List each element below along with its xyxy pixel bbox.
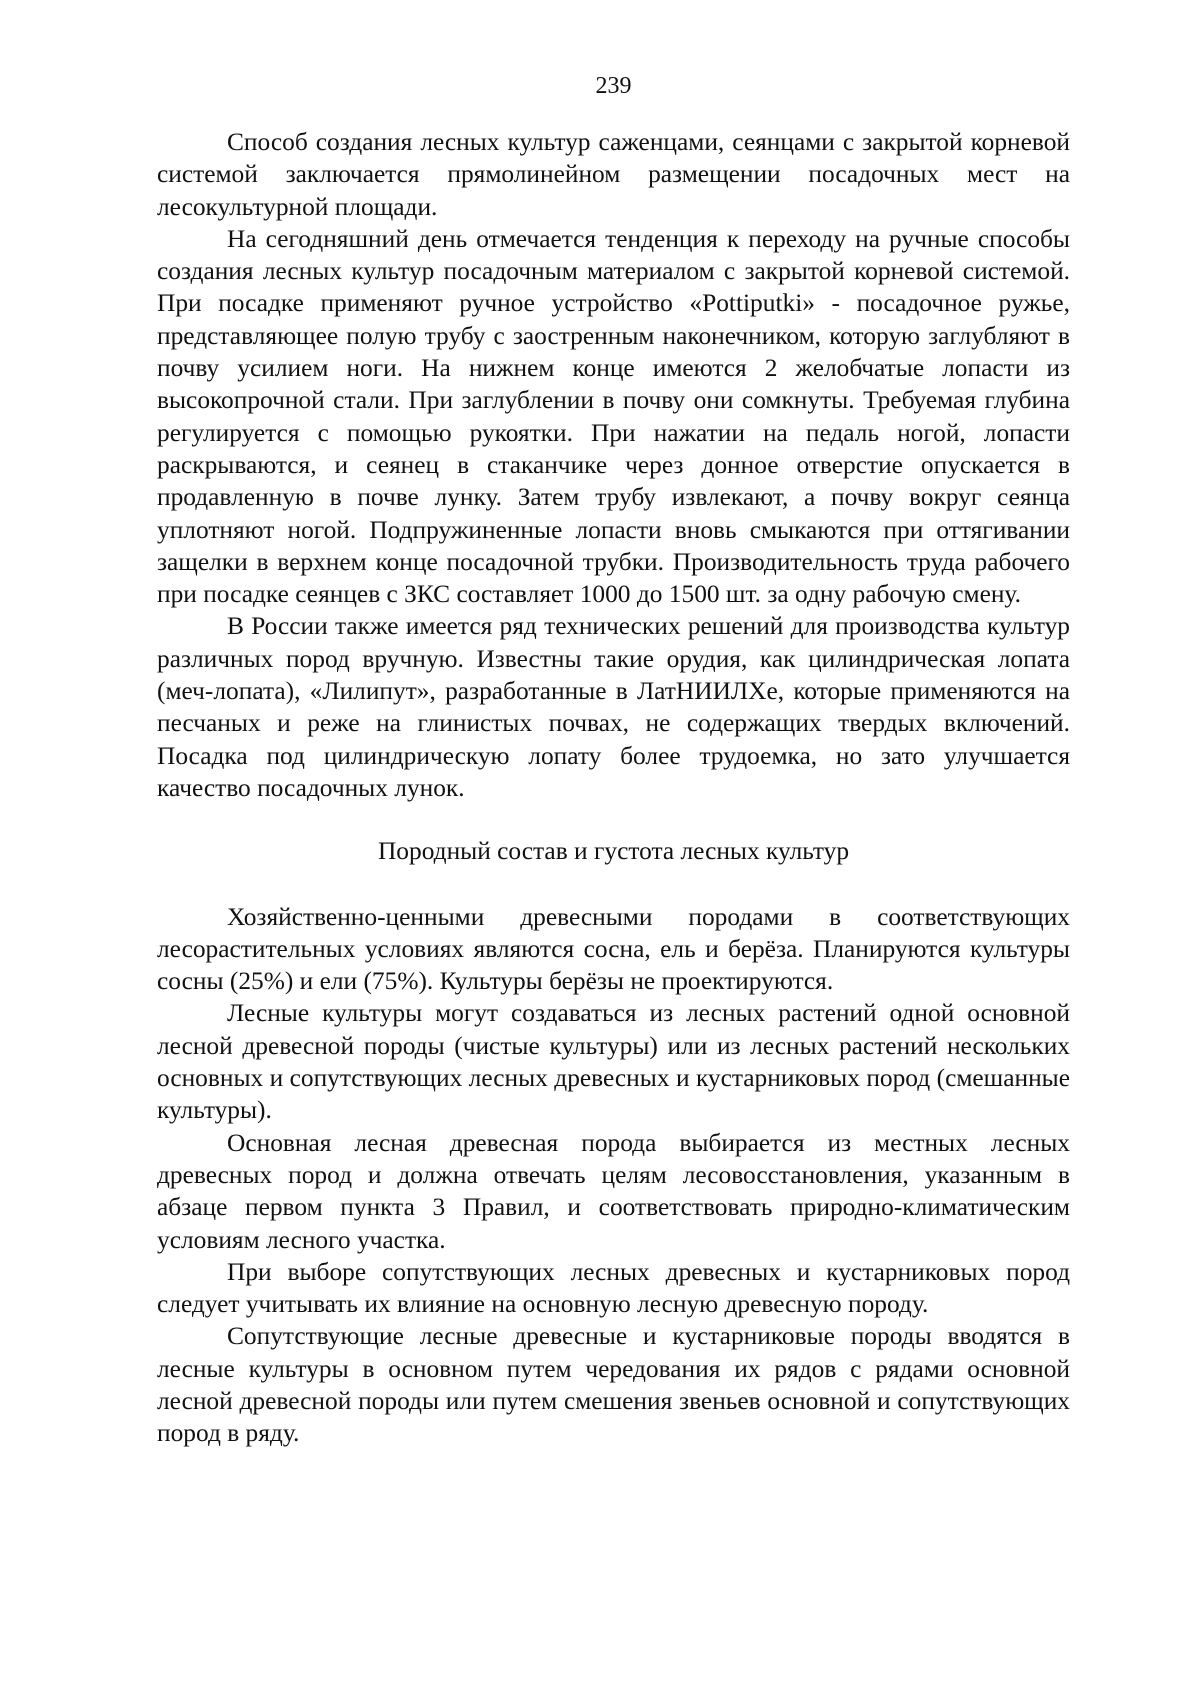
- paragraph-pottiputki-tool: На сегодняшний день отмечается тенденция к переходу на ручные способы создания лесных культур посадочным материалом с закрытой корневой системой. При посадке применяют ручное устройство «Pottiputki» - посадочное ружье, представляющее полую трубу с заостренным наконечником, которую заглубляют в почву усилием ноги. На нижнем конце имеются 2 желобчатые лопасти из высокопрочной стали. При заглублении в почву они сомкнуты. Требуемая глубина регулируется с помощью рукоятки. При нажатии на педаль ногой, лопасти раскрываются, и сеянец в стаканчике через донное отверстие опускается в продавленную в почве лунку. Затем трубу извлекают, а почву вокруг сеянца уплотняют ногой. Подпружиненные лопасти вновь смыкаются при оттягивании защелки в верхнем конце посадочной трубки. Производительность труда рабочего при посадке сеянцев с ЗКС составляет 1000 до 1500 шт. за одну рабочую смену.: [157, 224, 1070, 609]
- paragraph-accompanying-species: При выборе сопутствующих лесных древесных и кустарниковых пород следует учитывать их влияние на основную лесную древесную породу.: [157, 1257, 1070, 1319]
- paragraph-russian-tools: В России также имеется ряд технических решений для производства культур различных пород вручную. Известны такие орудия, как цилиндрическая лопата (меч-лопата), «Лилипут», разработанные в ЛатНИИЛХе, которые применяются на песчаных и реже на глинистых почвах, не содержащих твердых включений. Посадка под цилиндрическую лопату более трудоемка, но зато улучшается качество посадочных лунок.: [157, 612, 1070, 802]
- paragraph-closed-root-planting: Способ создания лесных культур саженцами, сеянцами с закрытой корневой системой заключается прямолинейном размещении посадочных мест на лесокультурной площади.: [157, 128, 1070, 221]
- document-body: [157, 126, 1070, 1450]
- section-heading: Породный состав и густота лесных культур: [377, 837, 850, 866]
- page-number: 239: [595, 73, 632, 99]
- paragraph-valuable-species: Хозяйственно-ценными древесными породами в соответствующих лесорастительных условиях являются сосна, ель и берёза. Планируются культуры сосны (25%) и ели (75%). Культуры берёзы не проектируются.: [157, 902, 1070, 996]
- paragraph-main-species-choice: Основная лесная древесная порода выбирается из местных лесных древесных пород и должна отвечать целям лесовосстановления, указанным в абзаце первом пункта 3 Правил, и соответствовать природно-климатическим условиям лесного участка.: [157, 1128, 1070, 1254]
- paragraph-pure-mixed-cultures: Лесные культуры могут создаваться из лесных растений одной основной лесной древесной породы (чистые культуры) или из лесных растений нескольких основных и сопутствующих лесных древесных и кустарниковых пород (смешанные культуры).: [157, 999, 1070, 1125]
- paragraph-row-alternation: Сопутствующие лесные древесные и кустарниковые породы вводятся в лесные культуры в основном путем чередования их рядов с рядами основной лесной древесной породы или путем смешения звеньев основной и сопутствующих пород в ряду.: [157, 1322, 1070, 1448]
